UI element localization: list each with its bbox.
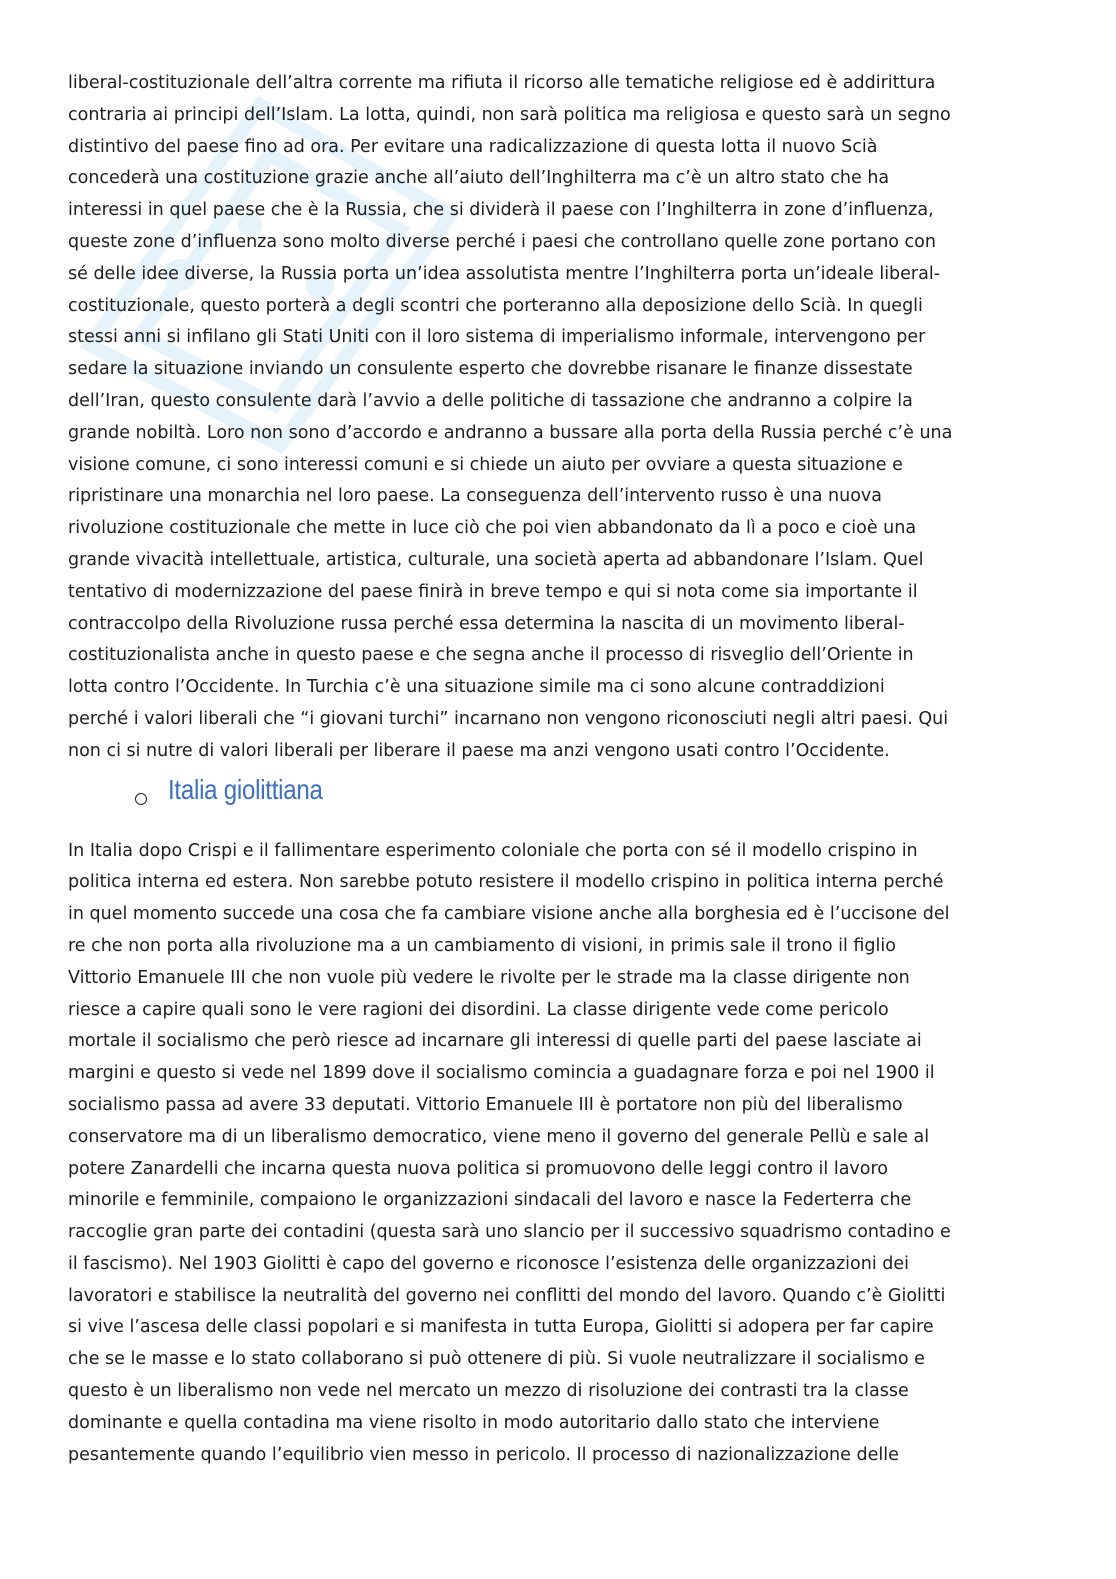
text-line: non ci si nutre di valori liberali per liberare il paese ma anzi vengono usati contro l’Occidente. <box>68 740 890 761</box>
text-line: lavoratori e stabilisce la neutralità del governo nei conflitti del mondo del lavoro. Quando c’è Giolitti <box>68 1285 946 1306</box>
text-line: dell’Iran, questo consulente darà l’avvio a delle politiche di tassazione che andranno a colpire la <box>68 390 913 411</box>
text-line: tentativo di modernizzazione del paese finirà in breve tempo e qui si nota come sia importante il <box>68 581 918 602</box>
text-line: costituzionalista anche in questo paese e che segna anche il processo di risveglio dell’Oriente in <box>68 645 914 666</box>
text-line: Vittorio Emanuele III che non vuole più vedere le rivolte per le strade ma la classe dirigente non <box>68 967 910 988</box>
paragraph-iran <box>68 68 1048 768</box>
text-line: socialismo passa ad avere 33 deputati. Vittorio Emanuele III è portatore non più del liberalismo <box>68 1094 903 1115</box>
text-line: queste zone d’influenza sono molto diverse perché i paesi che controllano quelle zone portano con <box>68 231 936 252</box>
circle-bullet-icon <box>134 788 148 802</box>
text-line: conservatore ma di un liberalismo democratico, viene meno il governo del generale Pellù e sale al <box>68 1126 930 1147</box>
text-line: stessi anni si infilano gli Stati Uniti con il loro sistema di imperialismo informale, intervengono per <box>68 327 926 348</box>
text-line: costituzionale, questo porterà a degli scontri che porteranno alla deposizione dello Scià. In quegli <box>68 295 923 316</box>
text-line: in quel momento succede una cosa che fa cambiare visione anche alla borghesia ed è l’uccisone del <box>68 904 950 925</box>
text-line: questo è un liberalismo non vede nel mercato un mezzo di risoluzione dei contrasti tra la classe <box>68 1381 909 1402</box>
text-line: pesantemente quando l’equilibrio vien messo in pericolo. Il processo di nazionalizzazione delle <box>68 1444 899 1465</box>
text-line: In Italia dopo Crispi e il fallimentare esperimento coloniale che porta con sé il modello crispino in <box>68 840 918 861</box>
text-line: interessi in quel paese che è la Russia, che si dividerà il paese con l’Inghilterra in zone d’influenza, <box>68 200 934 221</box>
text-line: sedare la situazione inviando un consulente esperto che dovrebbe risanare le finanze dissestate <box>68 359 913 380</box>
text-line: sé delle idee diverse, la Russia porta un’idea assolutista mentre l’Inghilterra porta un’ideale liberal- <box>68 263 941 284</box>
text-line: potere Zanardelli che incarna questa nuova politica si promuovono delle leggi contro il lavoro <box>68 1158 889 1179</box>
text-line: minorile e femminile, compaiono le organizzazioni sindacali del lavoro e nasce la Federterra che <box>68 1190 912 1211</box>
section-heading: Italia giolittiana <box>168 773 323 805</box>
text-line: raccoglie gran parte dei contadini (questa sarà uno slancio per il successivo squadrismo contadino e <box>68 1222 951 1243</box>
text-line: visione comune, ci sono interessi comuni e si chiede un aiuto per ovviare a questa situazione e <box>68 454 903 475</box>
text-line: riesce a capire quali sono le vere ragioni dei disordini. La classe dirigente vede come pericolo <box>68 999 889 1020</box>
text-line: re che non porta alla rivoluzione ma a un cambiamento di visioni, in primis sale il trono il figlio <box>68 935 896 956</box>
text-line: concederà una costituzione grazie anche all’aiuto dell’Inghilterra ma c’è un altro stato che ha <box>68 168 890 189</box>
text-line: politica interna ed estera. Non sarebbe potuto resistere il modello crispino in politica interna perché <box>68 872 944 893</box>
text-line: che se le masse e lo stato collaborano si può ottenere di più. Si vuole neutralizzare il socialismo e <box>68 1349 925 1370</box>
text-line: grande nobiltà. Loro non sono d’accordo e andranno a bussare alla porta della Russia perché c’è una <box>68 422 953 443</box>
text-line: distintivo del paese fino ad ora. Per evitare una radicalizzazione di questa lotta il nuovo Scià <box>68 136 878 157</box>
text-line: il fascismo). Nel 1903 Giolitti è capo del governo e riconosce l’esistenza delle organizzazioni dei <box>68 1253 909 1274</box>
text-line: ripristinare una monarchia nel loro paese. La conseguenza dell’intervento russo è una nuova <box>68 486 882 507</box>
text-line: liberal-costituzionale dell’altra corrente ma rifiuta il ricorso alle tematiche religiose ed è addirittura <box>68 73 936 93</box>
text-line: mortale il socialismo che però riesce ad incarnare gli interessi di quelle parti del paese lasciate ai <box>68 1031 922 1052</box>
text-line: rivoluzione costituzionale che mette in luce ciò che poi vien abbandonato da lì a poco e cioè una <box>68 518 917 539</box>
text-line: grande vivacità intellettuale, artistica, culturale, una società aperta ad abbandonare l’Islam. Quel <box>68 549 924 570</box>
text-line: si vive l’ascesa delle classi popolari e si manifesta in tutta Europa, Giolitti si adopera per far capire <box>68 1317 934 1338</box>
text-line: lotta contro l’Occidente. In Turchia c’è una situazione simile ma ci sono alcune contraddizioni <box>68 677 885 698</box>
text-line: perché i valori liberali che “i giovani turchi” incarnano non vengono riconosciuti negli altri paesi. Qui <box>68 708 949 729</box>
document-body <box>68 68 1048 1471</box>
paragraph-italia <box>68 836 1048 1472</box>
text-line: contraccolpo della Rivoluzione russa perché essa determina la nascita di un movimento liberal- <box>68 613 905 634</box>
text-line: contraria ai principi dell’Islam. La lotta, quindi, non sarà politica ma religiosa e questo sarà un segno <box>68 104 951 125</box>
text-line: margini e questo si vede nel 1899 dove il socialismo comincia a guadagnare forza e poi nel 1900 il <box>68 1063 935 1084</box>
text-line: dominante e quella contadina ma viene risolto in modo autoritario dallo stato che interviene <box>68 1412 880 1433</box>
section-heading-row <box>68 774 1048 836</box>
